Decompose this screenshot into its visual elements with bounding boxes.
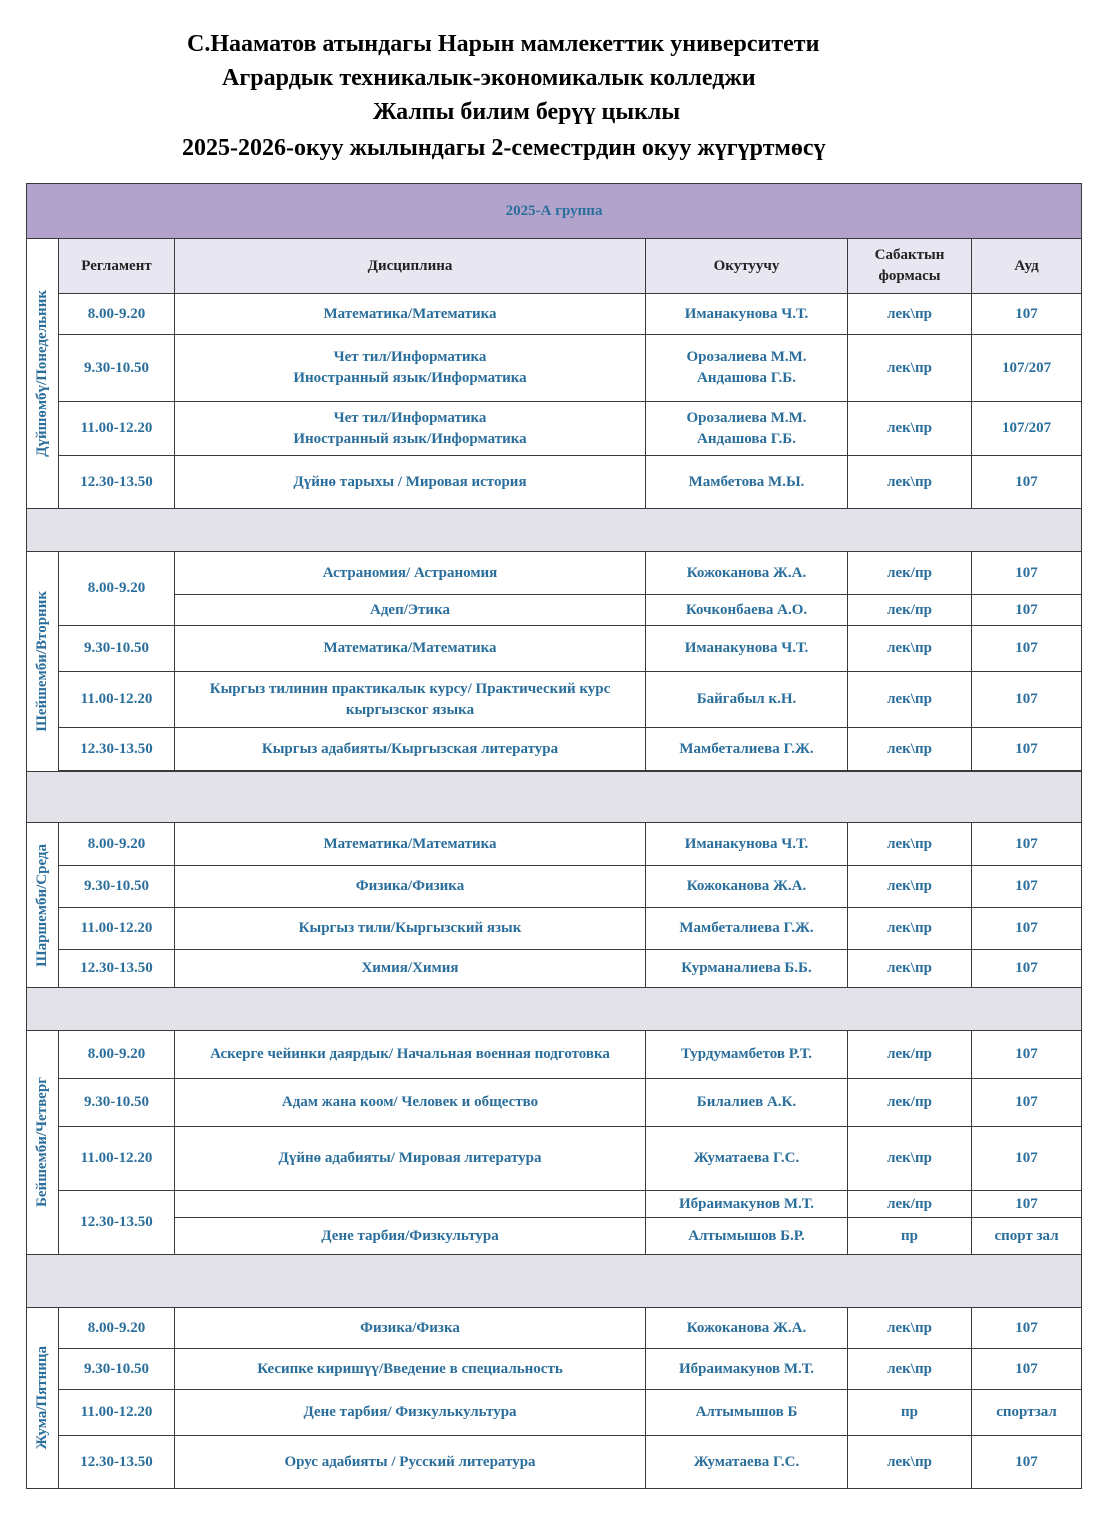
teacher-cell: Мамбеталиева Г.Ж. — [646, 728, 848, 771]
teacher-cell: Жуматаева Г.С. — [646, 1127, 848, 1191]
room-cell: 107 — [972, 1436, 1082, 1489]
teacher-cell: Байгабыл к.Н. — [646, 672, 848, 728]
form-cell: пр — [848, 1218, 972, 1255]
time-cell: 11.00-12.20 — [59, 1390, 175, 1436]
teacher-cell: Кожоканова Ж.А. — [646, 552, 848, 595]
room-cell: 107 — [972, 1349, 1082, 1390]
day-label-monday: Дүйшөмбү/Понедельник — [27, 239, 59, 509]
discipline-cell: Математика/Математика — [175, 294, 646, 335]
teacher-cell: Жуматаева Г.С. — [646, 1436, 848, 1489]
teacher-cell: Алтымышов Б — [646, 1390, 848, 1436]
table-row — [27, 823, 1082, 866]
discipline-cell: Чет тил/Информатика Иностранный язык/Информатика — [175, 402, 646, 456]
discipline-cell: Дене тарбия/ Физкулькультура — [175, 1390, 646, 1436]
day-label-thursday: Бейшемби/Четверг — [27, 1031, 59, 1255]
day-label-friday: Жума/Пятница — [27, 1308, 59, 1489]
table-row — [27, 1218, 1082, 1255]
column-header-form: Сабактын формасы — [848, 239, 972, 294]
discipline-cell: Чет тил/Информатика Иностранный язык/Информатика — [175, 335, 646, 402]
form-cell: лек\пр — [848, 866, 972, 908]
time-cell: 11.00-12.20 — [59, 908, 175, 950]
room-cell: 107 — [972, 950, 1082, 988]
teacher-cell: Алтымышов Б.Р. — [646, 1218, 848, 1255]
room-cell: спортзал — [972, 1390, 1082, 1436]
room-cell: 107 — [972, 866, 1082, 908]
form-cell: лек\пр — [848, 1436, 972, 1489]
discipline-cell: Кыргыз тили/Кыргызский язык — [175, 908, 646, 950]
table-row — [27, 1127, 1082, 1191]
table-row — [27, 1191, 1082, 1218]
form-cell: лек\пр — [848, 456, 972, 509]
day-label-tuesday: Шейшемби/Вторник — [27, 552, 59, 772]
time-cell: 8.00-9.20 — [59, 552, 175, 626]
teacher-cell: Иманакунова Ч.Т. — [646, 626, 848, 672]
table-row — [27, 728, 1082, 771]
table-row — [27, 552, 1082, 595]
table-row — [27, 626, 1082, 672]
teacher-cell: Турдумамбетов Р.Т. — [646, 1031, 848, 1079]
discipline-cell — [175, 1191, 646, 1218]
form-cell: лек\пр — [848, 908, 972, 950]
table-row — [27, 950, 1082, 988]
form-cell: лек\пр — [848, 950, 972, 988]
table-row — [27, 908, 1082, 950]
time-cell: 9.30-10.50 — [59, 626, 175, 672]
form-cell: лек/пр — [848, 595, 972, 626]
teacher-cell: Ибраимакунов М.Т. — [646, 1349, 848, 1390]
time-cell: 8.00-9.20 — [59, 1308, 175, 1349]
form-cell: лек\пр — [848, 1127, 972, 1191]
teacher-cell: Кочконбаева А.О. — [646, 595, 848, 626]
column-header-room: Ауд — [972, 239, 1082, 294]
discipline-cell: Кесипке киришүү/Введение в специальность — [175, 1349, 646, 1390]
time-cell: 12.30-13.50 — [59, 728, 175, 771]
table-row — [27, 1079, 1082, 1127]
schedule-table — [26, 183, 1082, 1489]
form-cell: лек\пр — [848, 294, 972, 335]
group-title: 2025-А группа — [27, 184, 1082, 239]
form-cell: лек/пр — [848, 1079, 972, 1127]
day-separator — [27, 988, 1082, 1031]
time-cell: 12.30-13.50 — [59, 1436, 175, 1489]
day-separator — [27, 1255, 1082, 1308]
discipline-cell: Адам жана коом/ Человек и общество — [175, 1079, 646, 1127]
room-cell: 107 — [972, 1127, 1082, 1191]
form-cell: лек/пр — [848, 1031, 972, 1079]
time-cell: 8.00-9.20 — [59, 1031, 175, 1079]
discipline-cell: Физика/Физка — [175, 1308, 646, 1349]
form-cell: лек/пр — [848, 552, 972, 595]
time-cell: 11.00-12.20 — [59, 672, 175, 728]
university-title: С.Нааматов атындагы Нарын мамлекеттик университети — [187, 31, 820, 57]
time-cell: 11.00-12.20 — [59, 402, 175, 456]
college-title: Агрардык техникалык-экономикалык колледжи — [222, 65, 756, 91]
time-cell: 12.30-13.50 — [59, 456, 175, 509]
discipline-cell: Орус адабияты / Русский литература — [175, 1436, 646, 1489]
form-cell: лек\пр — [848, 1349, 972, 1390]
room-cell: 107 — [972, 626, 1082, 672]
room-cell: 107/207 — [972, 335, 1082, 402]
time-cell: 9.30-10.50 — [59, 1349, 175, 1390]
day-label-wednesday: Шаршемби/Среда — [27, 823, 59, 988]
form-cell: лек\пр — [848, 626, 972, 672]
column-header-discipline: Дисциплина — [175, 239, 646, 294]
column-header-reglament: Регламент — [59, 239, 175, 294]
table-row — [27, 1031, 1082, 1079]
teacher-cell: Иманакунова Ч.Т. — [646, 823, 848, 866]
time-cell: 12.30-13.50 — [59, 1191, 175, 1255]
discipline-cell: Физика/Физика — [175, 866, 646, 908]
discipline-cell: Кыргыз тилинин практикалык курсу/ Практический курс кыргызског языка — [175, 672, 646, 728]
cycle-title: Жалпы билим берүү цыклы — [373, 99, 681, 125]
form-cell: лек\пр — [848, 402, 972, 456]
discipline-cell: Дүйнө адабияты/ Мировая литература — [175, 1127, 646, 1191]
form-cell: лек/пр — [848, 1191, 972, 1218]
time-cell: 9.30-10.50 — [59, 866, 175, 908]
group-row — [27, 184, 1082, 239]
time-cell: 9.30-10.50 — [59, 1079, 175, 1127]
form-cell: лек\пр — [848, 335, 972, 402]
room-cell: 107 — [972, 1308, 1082, 1349]
discipline-cell: Дене тарбия/Физкультура — [175, 1218, 646, 1255]
time-cell: 12.30-13.50 — [59, 950, 175, 988]
room-cell: 107 — [972, 672, 1082, 728]
time-cell: 11.00-12.20 — [59, 1127, 175, 1191]
discipline-cell: Адеп/Этика — [175, 595, 646, 626]
room-cell: 107 — [972, 1079, 1082, 1127]
teacher-cell: Кожоканова Ж.А. — [646, 1308, 848, 1349]
room-cell: спорт зал — [972, 1218, 1082, 1255]
table-row — [27, 866, 1082, 908]
room-cell: 107 — [972, 552, 1082, 595]
discipline-cell: Химия/Химия — [175, 950, 646, 988]
teacher-cell: Билалиев А.К. — [646, 1079, 848, 1127]
discipline-cell: Аскерге чейинки даярдык/ Начальная военная подготовка — [175, 1031, 646, 1079]
time-cell: 9.30-10.50 — [59, 335, 175, 402]
teacher-cell: Орозалиева М.М. Андашова Г.Б. — [646, 402, 848, 456]
table-row — [27, 335, 1082, 402]
room-cell: 107 — [972, 1191, 1082, 1218]
table-row — [27, 456, 1082, 509]
room-cell: 107 — [972, 908, 1082, 950]
schedule-title: 2025-2026-окуу жылындагы 2-семестрдин окуу жүгүртмөсү — [182, 135, 826, 161]
room-cell: 107 — [972, 456, 1082, 509]
table-row — [27, 402, 1082, 456]
room-cell: 107 — [972, 823, 1082, 866]
column-header-teacher: Окутуучу — [646, 239, 848, 294]
form-cell: лек\пр — [848, 1308, 972, 1349]
discipline-cell: Математика/Математика — [175, 626, 646, 672]
teacher-cell: Иманакунова Ч.Т. — [646, 294, 848, 335]
room-cell: 107 — [972, 595, 1082, 626]
time-cell: 8.00-9.20 — [59, 294, 175, 335]
teacher-cell: Орозалиева М.М. Андашова Г.Б. — [646, 335, 848, 402]
table-row — [27, 595, 1082, 626]
discipline-cell: Кыргыз адабияты/Кыргызская литература — [175, 728, 646, 771]
room-cell: 107 — [972, 1031, 1082, 1079]
form-cell: лек\пр — [848, 728, 972, 771]
discipline-cell: Математика/Математика — [175, 823, 646, 866]
discipline-cell: Дүйнө тарыхы / Мировая история — [175, 456, 646, 509]
day-separator — [27, 509, 1082, 552]
room-cell: 107/207 — [972, 402, 1082, 456]
table-row — [27, 1390, 1082, 1436]
day-separator — [27, 772, 1082, 823]
table-row — [27, 1308, 1082, 1349]
room-cell: 107 — [972, 728, 1082, 771]
table-row — [27, 672, 1082, 728]
teacher-cell: Мамбетова М.Ы. — [646, 456, 848, 509]
column-header-row — [27, 239, 1082, 294]
form-cell: лек\пр — [848, 672, 972, 728]
table-row — [27, 1349, 1082, 1390]
form-cell: пр — [848, 1390, 972, 1436]
teacher-cell: Ибраимакунов М.Т. — [646, 1191, 848, 1218]
room-cell: 107 — [972, 294, 1082, 335]
table-row — [27, 294, 1082, 335]
teacher-cell: Мамбеталиева Г.Ж. — [646, 908, 848, 950]
discipline-cell: Астраномия/ Астраномия — [175, 552, 646, 595]
teacher-cell: Кожоканова Ж.А. — [646, 866, 848, 908]
teacher-cell: Курманалиева Б.Б. — [646, 950, 848, 988]
table-row — [27, 1436, 1082, 1489]
form-cell: лек\пр — [848, 823, 972, 866]
time-cell: 8.00-9.20 — [59, 823, 175, 866]
